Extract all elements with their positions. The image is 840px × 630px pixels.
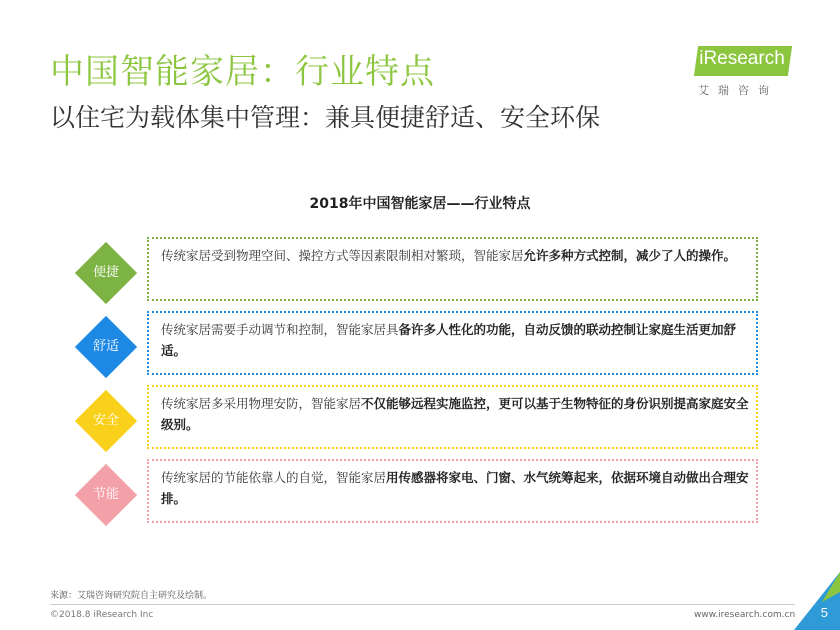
page-subtitle: 以住宅为载体集中管理：兼具便捷舒适、安全环保 xyxy=(50,103,601,132)
website-link[interactable]: www.iresearch.com.cn xyxy=(694,610,796,620)
copyright-text: ©2018.8 iResearch Inc xyxy=(50,610,154,620)
feature-row-energy-saving xyxy=(0,470,840,538)
feature-row-comfort xyxy=(0,322,840,390)
feature-label: 舒适 xyxy=(92,339,119,354)
source-note: 来源：艾瑞咨询研究院自主研究及绘制。 xyxy=(50,591,213,601)
description-text: 传统家居受到物理空间、操控方式等因素限制相对繁琐，智能家居 xyxy=(161,248,524,263)
description-text: 传统家居的节能依靠人的自觉，智能家居 xyxy=(161,470,387,485)
chart-title: 2018年中国智能家居——行业特点 xyxy=(309,196,531,212)
iresearch-logo xyxy=(690,46,800,101)
description-highlight: 用传感器将家电、门窗、水气统筹起来，依据环境自动做出合理安排。 xyxy=(161,470,749,506)
description-highlight: 不仅能够远程实施监控，更可以基于生物特征的身份识别提高家庭安全级别。 xyxy=(161,396,749,432)
logo-text: iResearch xyxy=(699,48,785,69)
feature-row-convenience xyxy=(0,248,840,316)
feature-row-safety xyxy=(0,396,840,464)
description-highlight: 允许多种方式控制，减少了人的操作。 xyxy=(523,248,737,263)
feature-description-box xyxy=(147,311,758,375)
description-text: 传统家居需要手动调节和控制，智能家居具 xyxy=(161,322,399,337)
description-highlight: 备许多人性化的功能，自动反馈的联动控制让家庭生活更加舒适。 xyxy=(161,322,737,358)
feature-description-box xyxy=(147,459,758,523)
feature-label: 节能 xyxy=(92,487,119,502)
feature-label: 安全 xyxy=(92,413,119,428)
feature-description-box xyxy=(147,385,758,449)
page-number: 5 xyxy=(820,605,828,620)
logo-subtext: 艾瑞咨询 xyxy=(698,84,778,97)
feature-description-box xyxy=(147,237,758,301)
corner-triangle-blue xyxy=(794,572,840,630)
page-corner-graphic xyxy=(794,572,840,630)
feature-label: 便捷 xyxy=(92,265,119,280)
page-title: 中国智能家居：行业特点 xyxy=(50,52,435,92)
description-text: 传统家居多采用物理安防，智能家居 xyxy=(161,396,362,411)
footer-divider xyxy=(50,604,795,605)
